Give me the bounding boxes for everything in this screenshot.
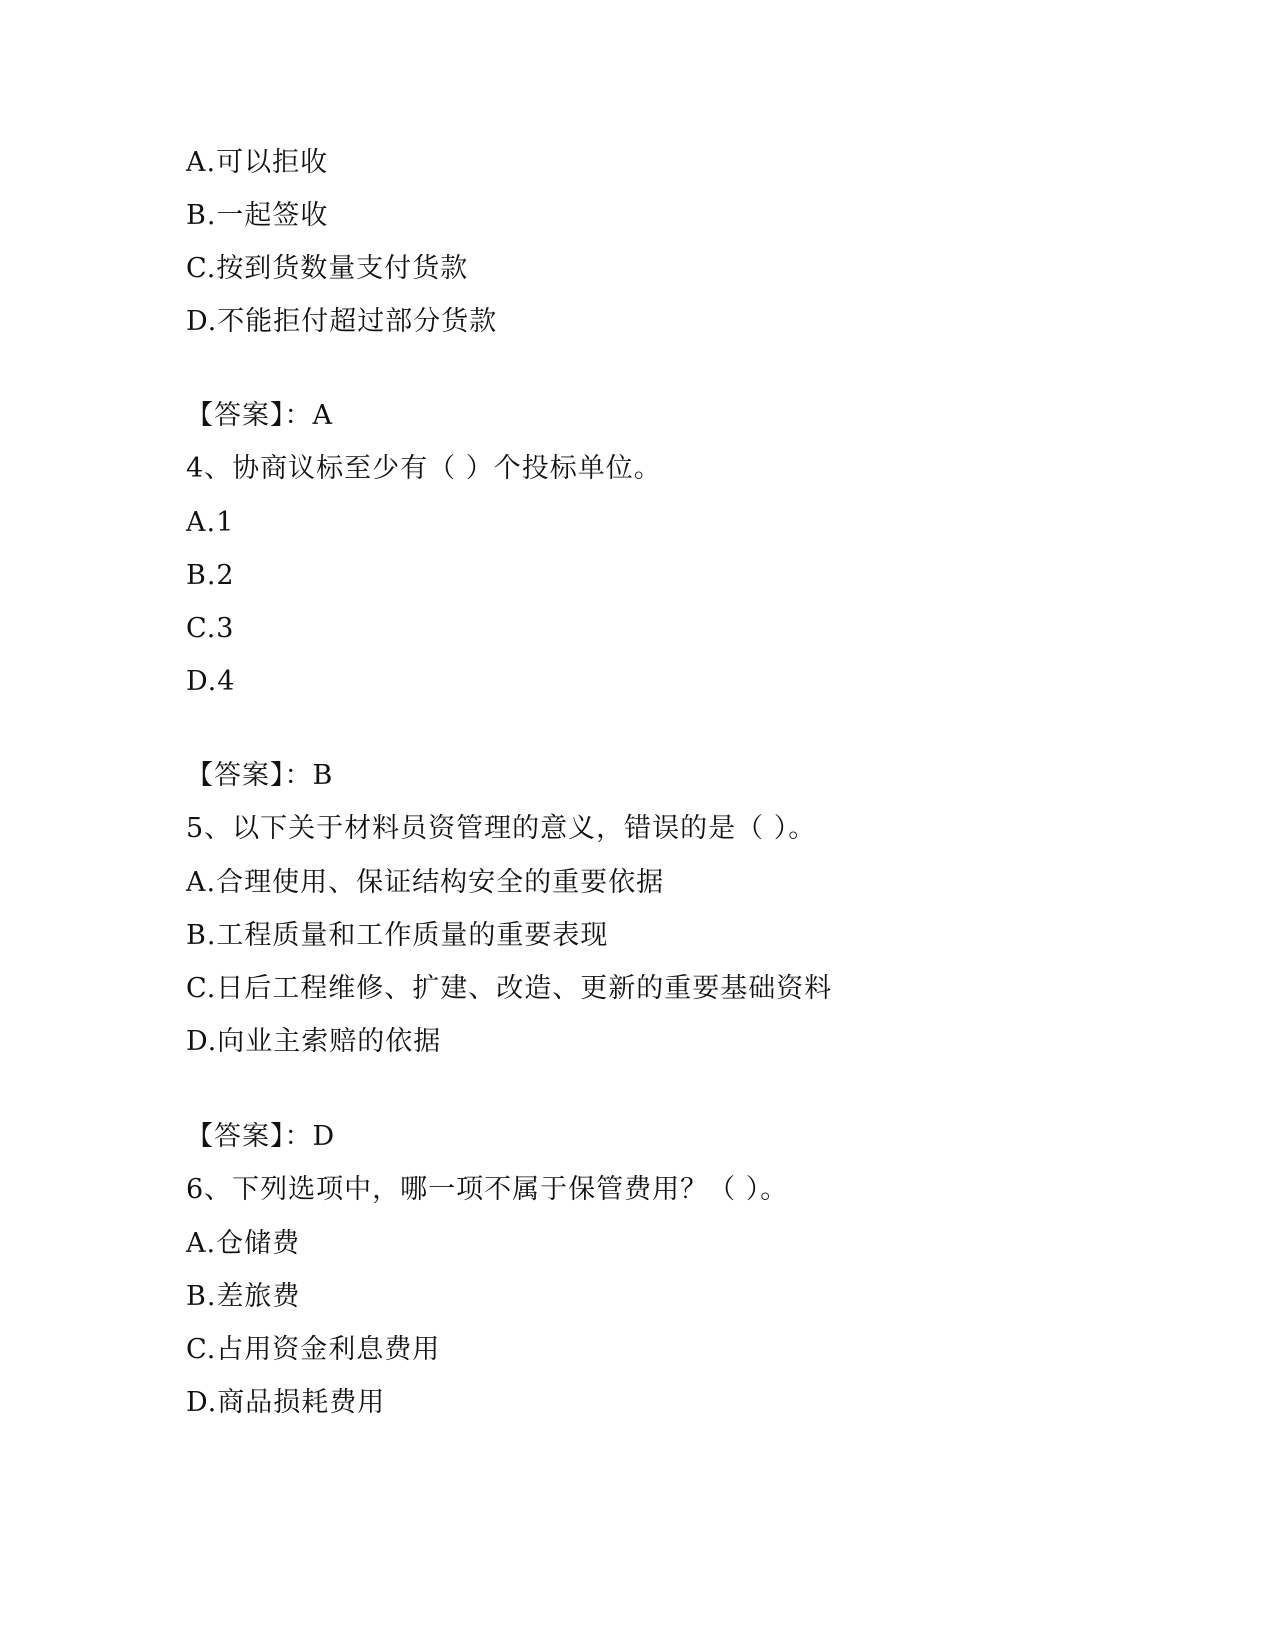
q3-answer: 【答案】：A <box>186 400 333 431</box>
q5-option-c: C.日后工程维修、扩建、改造、更新的重要基础资料 <box>186 973 833 1004</box>
q5-answer: 【答案】：D <box>186 1121 336 1152</box>
q5-option-d: D.向业主索赔的依据 <box>186 1026 442 1057</box>
q6-option-c: C.占用资金利息费用 <box>186 1334 441 1365</box>
q5-option-b: B.工程质量和工作质量的重要表现 <box>186 920 609 951</box>
q4-option-c: C.3 <box>186 613 235 644</box>
q3-option-c: C.按到货数量支付货款 <box>186 253 469 284</box>
q3-option-a: A.可以拒收 <box>186 147 329 178</box>
q4-option-b: B.2 <box>186 560 235 591</box>
q5-question: 5、以下关于材料员资管理的意义，错误的是（ ）。 <box>186 813 817 844</box>
q6-option-d: D.商品损耗费用 <box>186 1387 386 1418</box>
q4-option-d: D.4 <box>186 666 236 697</box>
q4-question: 4、协商议标至少有（ ）个投标单位。 <box>186 453 662 484</box>
q6-option-a: A.仓储费 <box>186 1228 301 1259</box>
q3-option-d: D.不能拒付超过部分货款 <box>186 306 498 337</box>
q4-option-a: A.1 <box>186 507 235 538</box>
q3-option-b: B.一起签收 <box>186 200 329 231</box>
q4-answer: 【答案】：B <box>186 760 334 791</box>
q6-question: 6、下列选项中，哪一项不属于保管费用？（ ）。 <box>186 1174 789 1205</box>
q6-option-b: B.差旅费 <box>186 1281 301 1312</box>
q5-option-a: A.合理使用、保证结构安全的重要依据 <box>186 867 665 898</box>
